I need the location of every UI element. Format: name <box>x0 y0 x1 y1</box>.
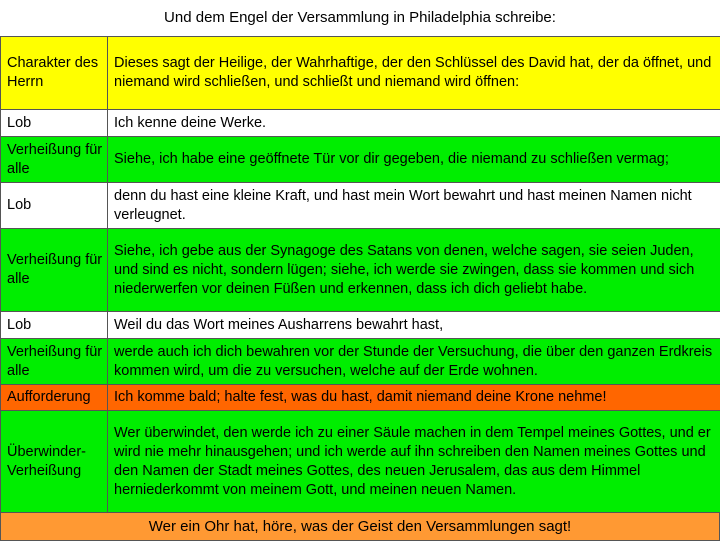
row-label: Charakter des Herrn <box>1 37 108 110</box>
row-text: werde auch ich dich bewahren vor der Stunde der Versuchung, die über den ganzen Erdkreis kommen wird, um die zu versuchen, welche auf der Erde wohnen. <box>108 339 720 385</box>
table-row <box>1 110 720 137</box>
row-label: Lob <box>1 312 108 339</box>
page-title: Und dem Engel der Versammlung in Philadelphia schreibe: <box>0 0 720 36</box>
row-label: Überwinder-Verheißung <box>1 411 108 513</box>
row-text: denn du hast eine kleine Kraft, und hast mein Wort bewahrt und hast meinen Namen nicht verleugnet. <box>108 183 720 229</box>
table-row <box>1 385 720 411</box>
table-row <box>1 411 720 513</box>
table-row <box>1 183 720 229</box>
row-text: Weil du das Wort meines Ausharrens bewahrt hast, <box>108 312 720 339</box>
table-row <box>1 312 720 339</box>
row-text: Dieses sagt der Heilige, der Wahrhaftige, der den Schlüssel des David hat, der da öffnet, und niemand wird schließen, und schließt und niemand wird öffnen: <box>108 37 720 110</box>
closing-line: Wer ein Ohr hat, höre, was der Geist den Versammlungen sagt! <box>0 512 720 541</box>
row-text: Wer überwindet, den werde ich zu einer Säule machen in dem Tempel meines Gottes, und er wird nie mehr hinausgehen; und ich werde auf ihn schreiben den Namen meines Gottes und den Namen der Stadt meines Gottes, des neuen Jerusalem, das aus dem Himmel herniederkommt von meinem Gott, und meinen neuen Namen. <box>108 411 720 513</box>
row-label: Verheißung für alle <box>1 339 108 385</box>
row-label: Aufforderung <box>1 385 108 411</box>
table-row <box>1 37 720 110</box>
row-label: Verheißung für alle <box>1 137 108 183</box>
table-row <box>1 137 720 183</box>
table-row <box>1 229 720 312</box>
row-text: Siehe, ich gebe aus der Synagoge des Satans von denen, welche sagen, sie seien Juden, und sind es nicht, sondern lügen; siehe, ich werde sie zwingen, dass sie kommen und sich niederwerfen vor deinen Füßen und erkennen, dass ich dich geliebt habe. <box>108 229 720 312</box>
letter-table <box>0 36 720 513</box>
table-row <box>1 339 720 385</box>
row-label: Verheißung für alle <box>1 229 108 312</box>
row-label: Lob <box>1 110 108 137</box>
row-text: Siehe, ich habe eine geöffnete Tür vor dir gegeben, die niemand zu schließen vermag; <box>108 137 720 183</box>
row-label: Lob <box>1 183 108 229</box>
row-text: Ich komme bald; halte fest, was du hast, damit niemand deine Krone nehme! <box>108 385 720 411</box>
row-text: Ich kenne deine Werke. <box>108 110 720 137</box>
